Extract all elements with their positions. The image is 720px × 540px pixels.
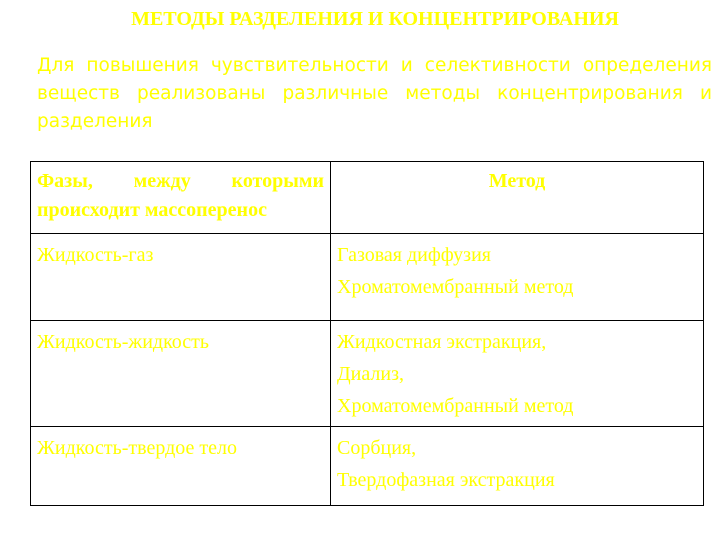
method-item: Сорбция, [337, 437, 417, 459]
table-header-row [31, 162, 704, 234]
intro-paragraph: Для повышения чувствительности и селективности определения веществ реализованы различные методы концентрирования и разделения [37, 55, 712, 132]
method-cell [331, 427, 704, 506]
page-title: МЕТОДЫ РАЗДЕЛЕНИЯ И КОНЦЕНТРИРОВАНИЯ [131, 8, 619, 30]
header-phases: Фазы, между которыми происходит массоперенос [31, 162, 331, 234]
table-row [31, 427, 704, 506]
method-item: Хроматомембранный метод [337, 276, 574, 298]
table-row [31, 321, 704, 427]
phase-cell: Жидкость-газ [31, 234, 331, 321]
phase-cell: Жидкость-твердое тело [31, 427, 331, 506]
methods-table [30, 161, 704, 506]
phase-cell: Жидкость-жидкость [31, 321, 331, 427]
method-cell [331, 321, 704, 427]
method-item: Диализ, [337, 363, 404, 385]
method-item: Жидкостная экстракция, [337, 331, 547, 353]
method-item: Газовая диффузия [337, 244, 491, 266]
table-row [31, 234, 704, 321]
method-cell [331, 234, 704, 321]
method-item: Хроматомембранный метод [337, 395, 574, 417]
header-method: Метод [331, 162, 704, 234]
method-item: Твердофазная экстракция [337, 469, 555, 491]
